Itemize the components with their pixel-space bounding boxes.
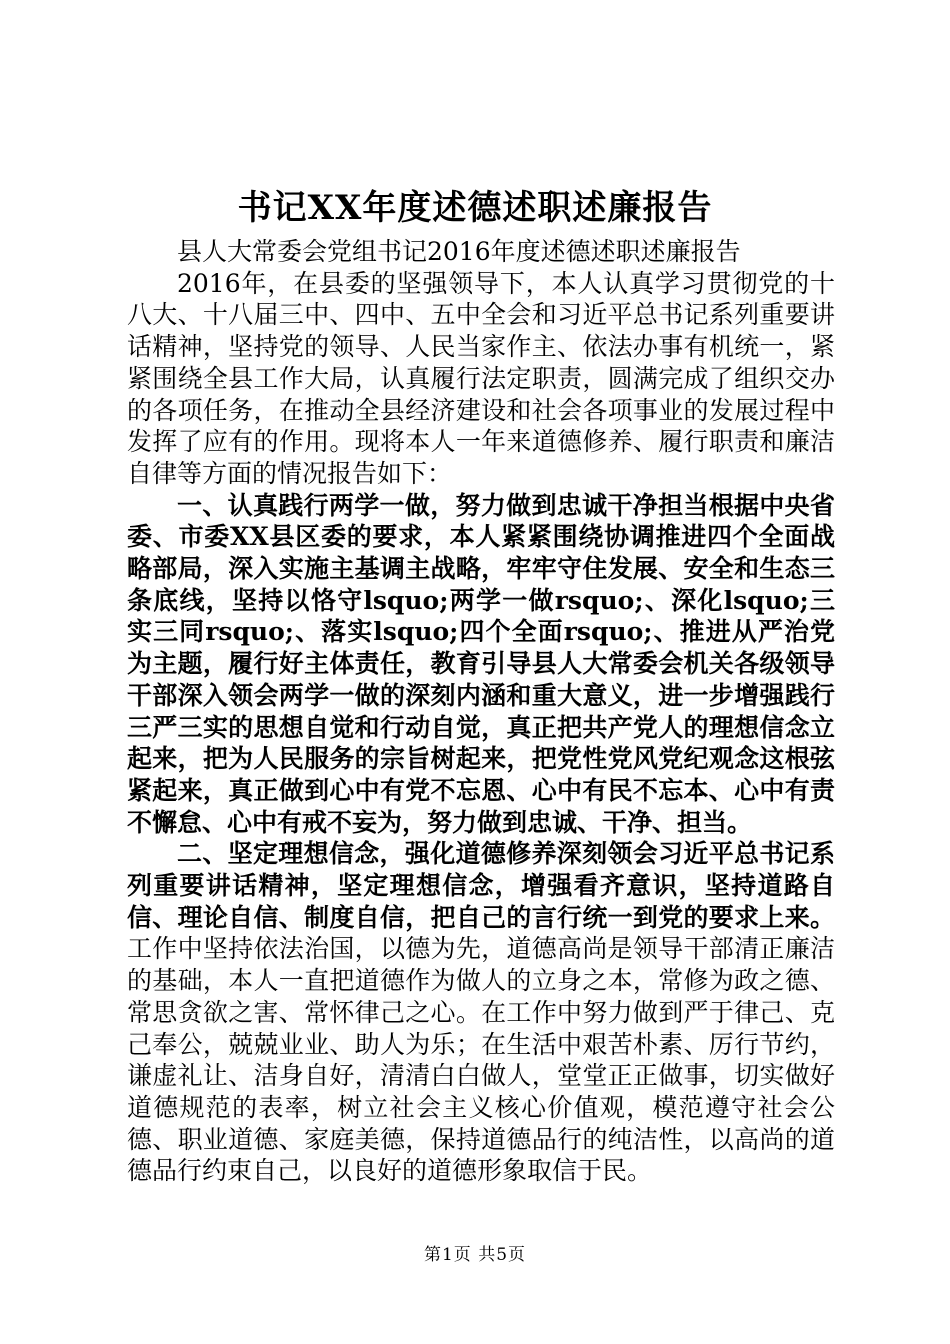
paragraph-section-2	[127, 838, 835, 1187]
section-2-heading: 二、坚定理想信念，强化道德修养深刻领会习近平总书记系列重要讲话精神，坚定理想信念，增强看齐意识，坚持道路自信、理论自信、制度自信，把自己的言行统一到党的要求上来。	[127, 839, 835, 932]
document-subtitle: 县人大常委会党组书记2016年度述德述职述廉报告	[177, 237, 741, 266]
section-2-body: 工作中坚持依法治国，以德为先，道德高尚是领导干部清正廉洁的基础，本人一直把道德作为做人的立身之本，常修为政之德、常思贪欲之害、常怀律己之心。在工作中努力做到严于律己、克己奉公，兢兢业业、助人为乐；在生活中艰苦朴素、厉行节约，谦虚礼让、洁身自好，清清白白做人，堂堂正正做事，切实做好道德规范的表率，树立社会主义核心价值观，模范遵守社会公德、职业道德、家庭美德，保持道德品行的纯洁性，以高尚的道德品行约束自己，以良好的道德形象取信于民。	[127, 934, 835, 1186]
document-title: 书记XX年度述德述职述廉报告	[237, 188, 713, 228]
paragraph-intro: 2016年，在县委的坚强领导下，本人认真学习贯彻党的十八大、十八届三中、四中、五中全会和习近平总书记系列重要讲话精神，坚持党的领导、人民当家作主、依法办事有机统一，紧紧围绕全县工作大局，认真履行法定职责，圆满完成了组织交办的各项任务，在推动全县经济建设和社会各项事业的发展过程中发挥了应有的作用。现将本人一年来道德修养、履行职责和廉洁自律等方面的情况报告如下：	[127, 268, 835, 488]
paragraph-section-1: 一、认真践行两学一做，努力做到忠诚干净担当根据中央省委、市委XX县区委的要求，本人紧紧围绕协调推进四个全面战略部局，深入实施主基调主战略，牢牢守住发展、安全和生态三条底线，坚持以恪守lsquo;两学一做rsquo;、深化lsquo;三实三同rsquo;、落实lsquo;四个全面rsquo;、推进从严治党为主题，履行好主体责任，教育引导县人大常委会机关各级领导干部深入领会两学一做的深刻内涵和重大意义，进一步增强践行三严三实的思想自觉和行动自觉，真正把共产党人的理想信念立起来，把为人民服务的宗旨树起来，把党性党风党纪观念这根弦紧起来，真正做到心中有党不忘恩、心中有民不忘本、心中有责不懈怠、心中有戒不妄为，努力做到忠诚、干净、担当。	[127, 490, 835, 837]
document-body	[127, 236, 835, 1187]
page-number-footer: 第1页 共5页	[423, 1245, 527, 1265]
